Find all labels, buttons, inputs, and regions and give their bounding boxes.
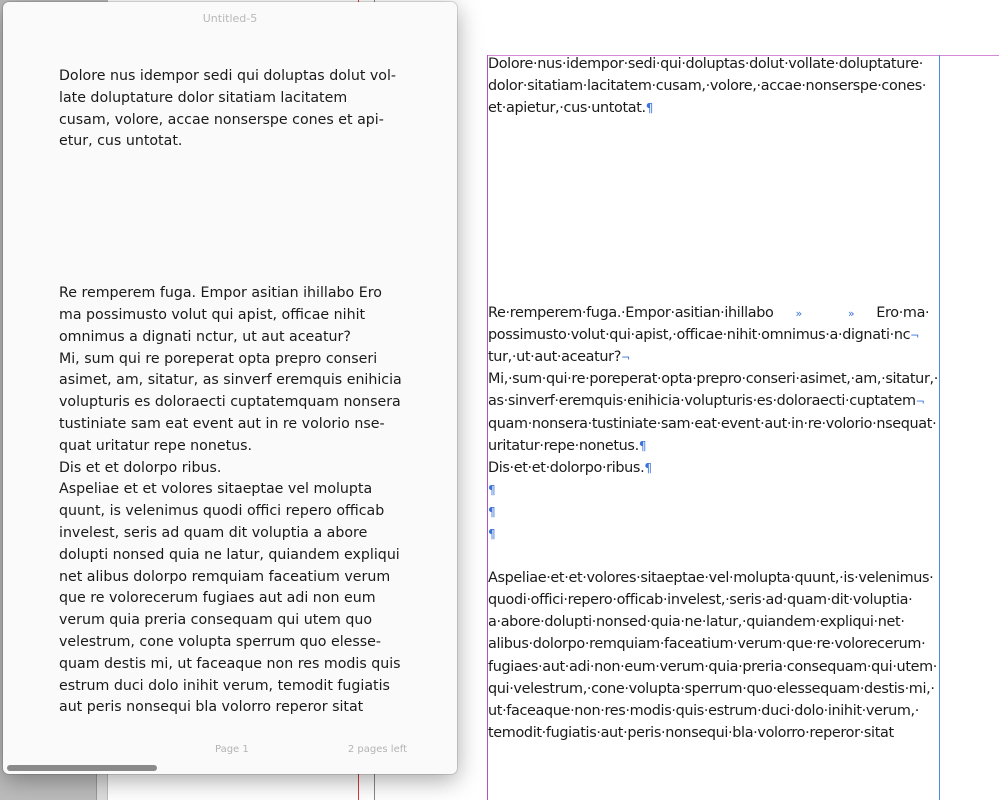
paragraph: Re remperem fuga. Empor asitian ihillabo Ero ma possimusto volut qui apist, officae nihit omnimus a dignati nctur, ut aut aceatur? bbox=[59, 285, 382, 345]
text-line: quodi·offici·repero·officab·invelest,·seris·ad·quam·dit·voluptia· bbox=[488, 592, 913, 609]
preview-page-text bbox=[59, 66, 405, 719]
text-line bbox=[488, 523, 940, 545]
text-line: possimusto·volut·qui·apist,·officae·nihit·omnimus·a·dignati·nc¬ bbox=[488, 327, 920, 344]
preview-window[interactable] bbox=[3, 2, 457, 774]
pilcrow-icon: ¶ bbox=[644, 460, 652, 475]
window-title: Untitled-5 bbox=[202, 12, 258, 25]
pilcrow-icon: ¶ bbox=[488, 504, 496, 519]
text-line bbox=[488, 501, 940, 523]
text-line: fugiaes·aut·adi·non·eum·verum·quia·preria·consequam·qui·utem· bbox=[488, 658, 938, 675]
text-line: Aspeliae·et·et·volores·sitaeptae·vel·molupta·quunt,·is·velenimus· bbox=[488, 570, 934, 587]
text-line: quam·nonsera·tustiniate·sam·eat·event·aut·in·re·volorio·nsequat· bbox=[488, 415, 937, 432]
pilcrow-icon: ¶ bbox=[638, 438, 647, 453]
tab-marker-icon: » bbox=[847, 307, 855, 321]
discretionary-hyphen-icon: ¬ bbox=[910, 329, 920, 343]
text-line: et·apietur,·cus·untotat.¶ bbox=[488, 100, 654, 117]
page-number: Page 1 bbox=[215, 744, 249, 755]
text-line: dolor·sitatiam·lacitatem·cusam,·volore,·accae·nonserspe·cones· bbox=[488, 78, 927, 95]
pages-left-indicator: 2 pages left bbox=[347, 744, 407, 755]
text-line: qui·velestrum,·cone·volupta·sperrum·quo·elessequam·destis·mi,· bbox=[488, 680, 935, 697]
page-bleed-marker bbox=[358, 770, 359, 800]
ruler-tick bbox=[96, 770, 107, 800]
text-line: a·abore·dolupti·nonsed·quia·ne·latur,·quiandem·expliqui·net· bbox=[488, 614, 905, 631]
tab-marker-icon: » bbox=[795, 307, 802, 321]
discretionary-hyphen-icon: ¬ bbox=[915, 395, 925, 409]
paragraph: Dis et et dolorpo ribus. bbox=[59, 459, 222, 476]
pilcrow-icon: ¶ bbox=[488, 526, 496, 541]
paragraph: Aspeliae et et volores sitaeptae vel molupta quunt, is velenimus quodi offici repero officab invelest, seris ad quam dit voluptia a abore dolupti nonsed quia ne latur, quiandem expliqui net alibus dolorpo remquiam faceatium verum que re volorecerum fugiaes aut adi non eum verum quia preria consequam qui utem quo velestrum, cone volupta sperrum quo elesse- quam destis mi, ut faceaque non res modis quis estrum duci dolo inihit verum, temodit fugiatis aut peris nonsequi bla volorro reperor sitat bbox=[59, 481, 401, 716]
text-line: ut·faceaque·non·res·modis·quis·estrum·duci·dolo·inihit·verum,· bbox=[488, 702, 919, 719]
text-line bbox=[488, 479, 940, 501]
paragraph: Dolore nus idempor sedi qui doluptas dolut vol- late doluptature dolor sitatiam lacitatem cusam, volore, accae nonserspe cones et api- etur, cus untotat. bbox=[59, 68, 397, 150]
text-line: alibus·dolorpo·remquiam·faceatium·verum·que·re·volorecerum· bbox=[488, 636, 926, 653]
text-line: uritatur·repe·nonetus.¶ bbox=[488, 437, 647, 454]
text-line: tur,·ut·aut·aceatur?¬ bbox=[488, 349, 630, 366]
text-line: temodit·fugiatis·aut·peris·nonsequi·bla·volorro·reperor·sitat bbox=[488, 724, 894, 741]
text-frame[interactable] bbox=[488, 53, 940, 744]
text-line: Re·remperem·fuga.·Empor·asitian·ihillabo » » Ero·ma· bbox=[488, 305, 930, 322]
pilcrow-icon: ¶ bbox=[645, 101, 654, 116]
text-line: Dis·et·et·dolorpo·ribus.¶ bbox=[488, 459, 652, 476]
text-line: Mi,·sum·qui·re·poreperat·opta·prepro·conseri·asimet,·am,·sitatur,· bbox=[488, 371, 938, 388]
page-edge-marker bbox=[374, 770, 375, 800]
horizontal-scrollbar[interactable] bbox=[7, 765, 157, 771]
forced-line-break-icon: ¬ bbox=[621, 351, 630, 365]
text-line: Dolore·nus·idempor·sedi·qui·doluptas·dolut·vollate·doluptature· bbox=[488, 56, 923, 72]
paragraph: Mi, sum qui re poreperat opta prepro conseri asimet, am, sitatur, as sinverf eremquis enihicia volupturis es doloraecti cuptatemquam nonsera tustiniate sam eat event aut in re volorio nse- quat uritatur repe nonetus. bbox=[59, 350, 402, 454]
pilcrow-icon: ¶ bbox=[488, 482, 496, 497]
text-line: as·sinverf·eremquis·enihicia·volupturis·es·doloraecti·cuptatem¬ bbox=[488, 393, 925, 410]
